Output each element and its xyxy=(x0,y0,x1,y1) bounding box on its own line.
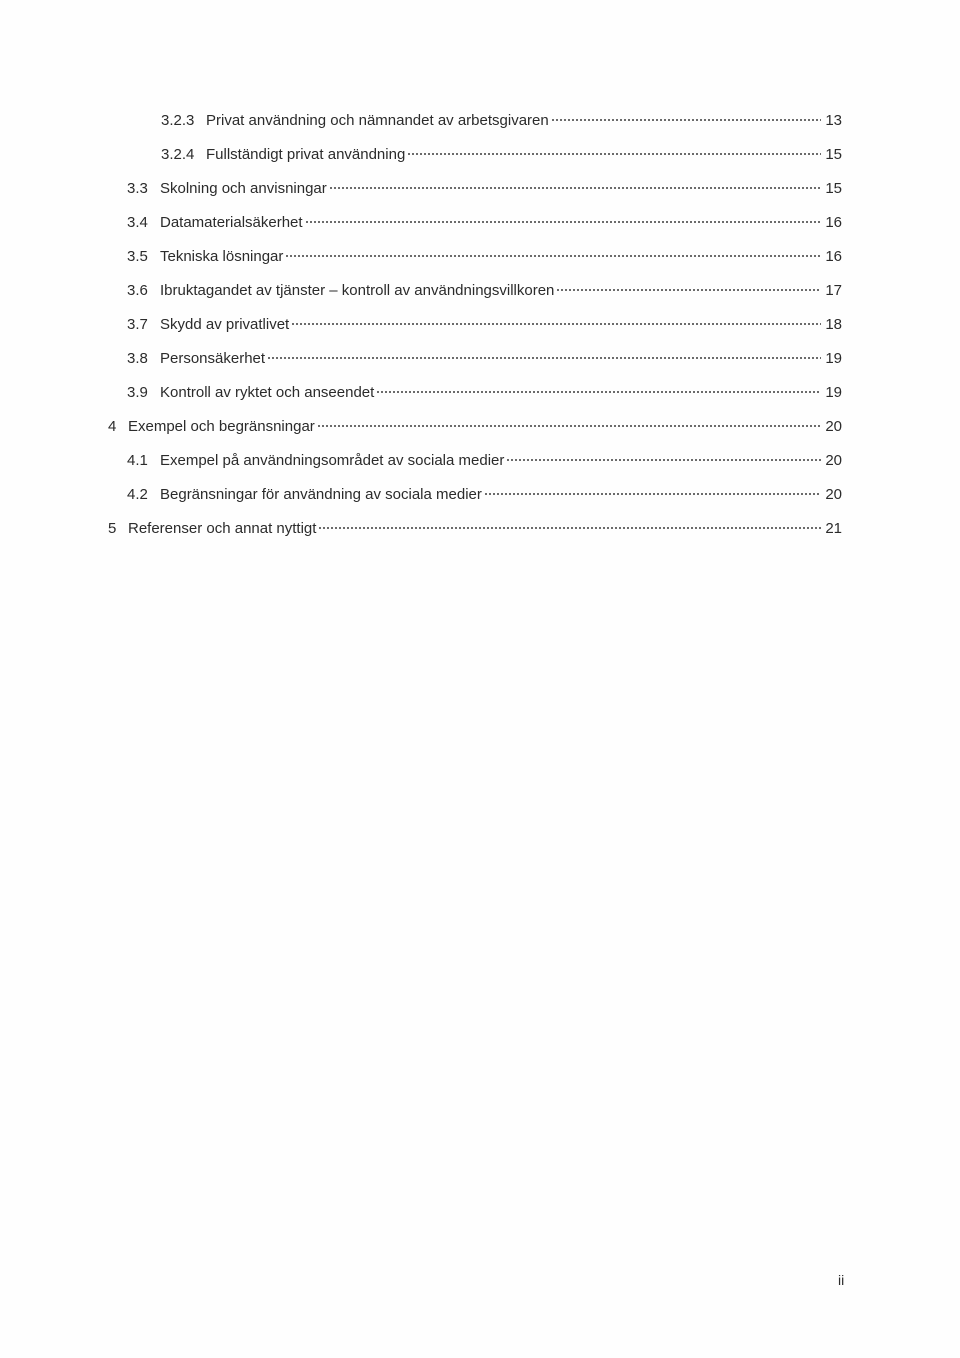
toc-entry-3-5[interactable] xyxy=(127,244,842,270)
dot-leader xyxy=(318,527,821,529)
toc-entry-number: 4.1 xyxy=(127,452,148,469)
toc-entry-title: Skydd av privatlivet xyxy=(160,316,290,333)
toc-entry-number: 3.5 xyxy=(127,248,148,265)
dot-leader xyxy=(407,153,821,155)
toc-entry-page: 20 xyxy=(825,418,842,435)
dot-leader xyxy=(305,221,821,223)
toc-entry-number: 3.8 xyxy=(127,350,148,367)
toc-entry-title: Privat användning och nämnandet av arbetsgivaren xyxy=(206,112,549,129)
toc-entry-number: 3.9 xyxy=(127,384,148,401)
toc-entry-page: 16 xyxy=(825,214,842,231)
toc-entry-page: 20 xyxy=(825,486,842,503)
toc-entry-number: 3.3 xyxy=(127,180,148,197)
toc-entry-3-4[interactable] xyxy=(127,210,842,236)
toc-entry-3-8[interactable] xyxy=(127,346,842,372)
toc-entry-3-2-3[interactable] xyxy=(161,108,842,134)
toc-entry-page: 19 xyxy=(825,384,842,401)
toc-entry-title: Skolning och anvisningar xyxy=(160,180,327,197)
toc-entry-title: Referenser och annat nyttigt xyxy=(128,520,317,537)
toc-entry-title: Exempel och begränsningar xyxy=(128,418,315,435)
toc-entry-3-3[interactable] xyxy=(127,176,842,202)
toc-entry-4-2[interactable] xyxy=(127,482,842,508)
toc-entry-number: 4.2 xyxy=(127,486,148,503)
page-number: ii xyxy=(838,1272,845,1288)
toc-entry-3-2-4[interactable] xyxy=(161,142,842,168)
toc-entry-title: Begränsningar för användning av sociala medier xyxy=(160,486,482,503)
toc-entry-title: Exempel på användningsområdet av sociala medier xyxy=(160,452,505,469)
toc-entry-page: 20 xyxy=(825,452,842,469)
toc-entry-number: 5 xyxy=(108,520,117,537)
toc-entry-page: 13 xyxy=(825,112,842,129)
toc-entry-page: 15 xyxy=(825,146,842,163)
toc-entry-title: Datamaterialsäkerhet xyxy=(160,214,303,231)
dot-leader xyxy=(291,323,821,325)
dot-leader xyxy=(317,425,821,427)
toc-entry-title: Fullständigt privat användning xyxy=(206,146,406,163)
dot-leader xyxy=(556,289,821,291)
dot-leader xyxy=(551,119,821,121)
toc-entry-3-7[interactable] xyxy=(127,312,842,338)
toc-entry-page: 18 xyxy=(825,316,842,333)
dot-leader xyxy=(484,493,821,495)
toc-entry-page: 16 xyxy=(825,248,842,265)
dot-leader xyxy=(329,187,821,189)
dot-leader xyxy=(285,255,821,257)
toc-entry-4-1[interactable] xyxy=(127,448,842,474)
toc-entry-number: 3.4 xyxy=(127,214,148,231)
dot-leader xyxy=(376,391,821,393)
toc-entry-page: 19 xyxy=(825,350,842,367)
toc-entry-3-6[interactable] xyxy=(127,278,842,304)
toc-entry-page: 17 xyxy=(825,282,842,299)
toc-entry-number: 3.2.3 xyxy=(161,112,195,129)
toc-entry-title: Kontroll av ryktet och anseendet xyxy=(160,384,375,401)
toc-entry-number: 3.6 xyxy=(127,282,148,299)
toc-entry-5[interactable] xyxy=(108,516,842,542)
toc-entry-title: Personsäkerhet xyxy=(160,350,266,367)
toc-entry-4[interactable] xyxy=(108,414,842,440)
dot-leader xyxy=(506,459,821,461)
dot-leader xyxy=(267,357,821,359)
toc-entry-number: 4 xyxy=(108,418,117,435)
toc-entry-title: Tekniska lösningar xyxy=(160,248,284,265)
toc-entry-page: 21 xyxy=(825,520,842,537)
toc-entry-number: 3.7 xyxy=(127,316,148,333)
toc-entry-3-9[interactable] xyxy=(127,380,842,406)
toc-entry-page: 15 xyxy=(825,180,842,197)
toc-entry-title: Ibruktagandet av tjänster – kontroll av användningsvillkoren xyxy=(160,282,555,299)
toc-entry-number: 3.2.4 xyxy=(161,146,195,163)
